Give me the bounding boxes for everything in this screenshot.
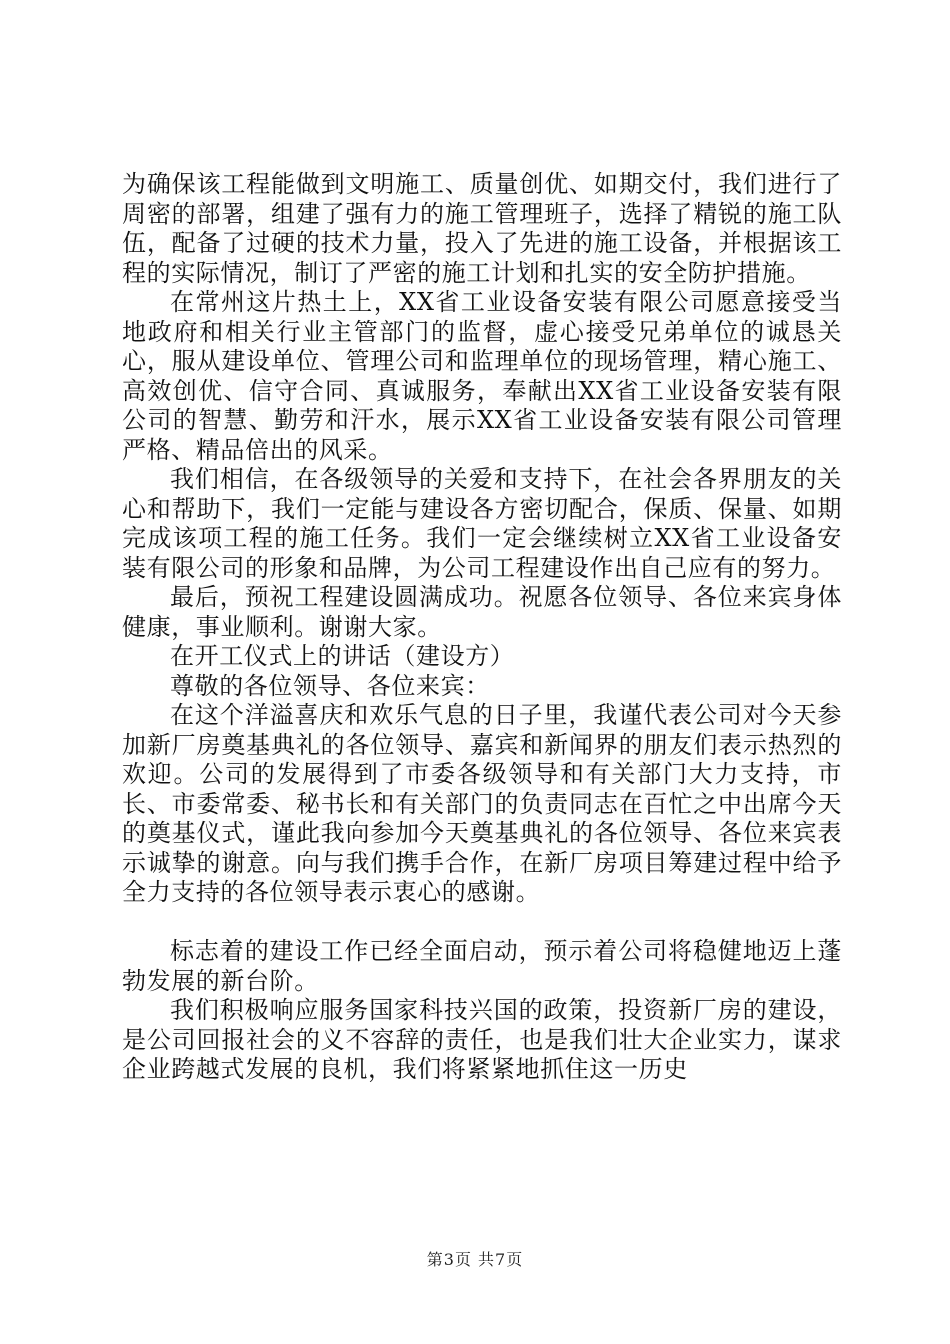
paragraph-project-start: 标志着的建设工作已经全面启动，预示着公司将稳健地迈上蓬勃发展的新台阶。	[122, 937, 842, 995]
paragraph-company-commitment: 在常州这片热土上，XX省工业设备安装有限公司愿意接受当地政府和相关行业主管部门的监督，虚心接受兄弟单位的诚恳关心，服从建设单位、管理公司和监理单位的现场管理，精心施工、高效创优、信守合同、真诚服务，奉献出XX省工业设备安装有限公司的智慧、勤劳和汗水，展示XX省工业设备安装有限公司管理严格、精品倍出的风采。	[122, 288, 842, 464]
paragraph-investment: 我们积极响应服务国家科技兴国的政策，投资新厂房的建设，是公司回报社会的义不容辞的责任，也是我们壮大企业实力，谋求企业跨越式发展的良机，我们将紧紧地抓住这一历史	[122, 996, 842, 1083]
paragraph-construction-plan: 为确保该工程能做到文明施工、质量创优、如期交付，我们进行了周密的部署，组建了强有力的施工管理班子，选择了精锐的施工队伍，配备了过硬的技术力量，投入了先进的施工设备，并根据该工程的实际情况，制订了严密的施工计划和扎实的安全防护措施。	[122, 170, 842, 287]
document-body	[122, 170, 842, 1085]
speech-title: 在开工仪式上的讲话（建设方）	[170, 642, 515, 670]
paragraph-confidence: 我们相信，在各级领导的关爱和支持下，在社会各界朋友的关心和帮助下，我们一定能与建设各方密切配合，保质、保量、如期完成该项工程的施工任务。我们一定会继续树立XX省工业设备安装有限公司的形象和品牌，为公司工程建设作出自己应有的努力。	[122, 465, 842, 582]
paragraph-closing-wishes: 最后，预祝工程建设圆满成功。祝愿各位领导、各位来宾身体健康，事业顺利。谢谢大家。	[122, 583, 842, 641]
speech-salutation: 尊敬的各位领导、各位来宾：	[170, 671, 490, 700]
paragraph-welcome: 在这个洋溢喜庆和欢乐气息的日子里，我谨代表公司对今天参加新厂房奠基典礼的各位领导、嘉宾和新闻界的朋友们表示热烈的欢迎。公司的发展得到了市委各级领导和有关部门大力支持，市长、市委常委、秘书长和有关部门的负责同志在百忙之中出席今天的奠基仪式，谨此我向参加今天奠基典礼的各位领导、各位来宾表示诚挚的谢意。向与我们携手合作，在新厂房项目筹建过程中给予全力支持的各位领导表示衷心的感谢。	[122, 701, 842, 906]
page-number-footer: 第3页 共7页	[426, 1250, 524, 1269]
